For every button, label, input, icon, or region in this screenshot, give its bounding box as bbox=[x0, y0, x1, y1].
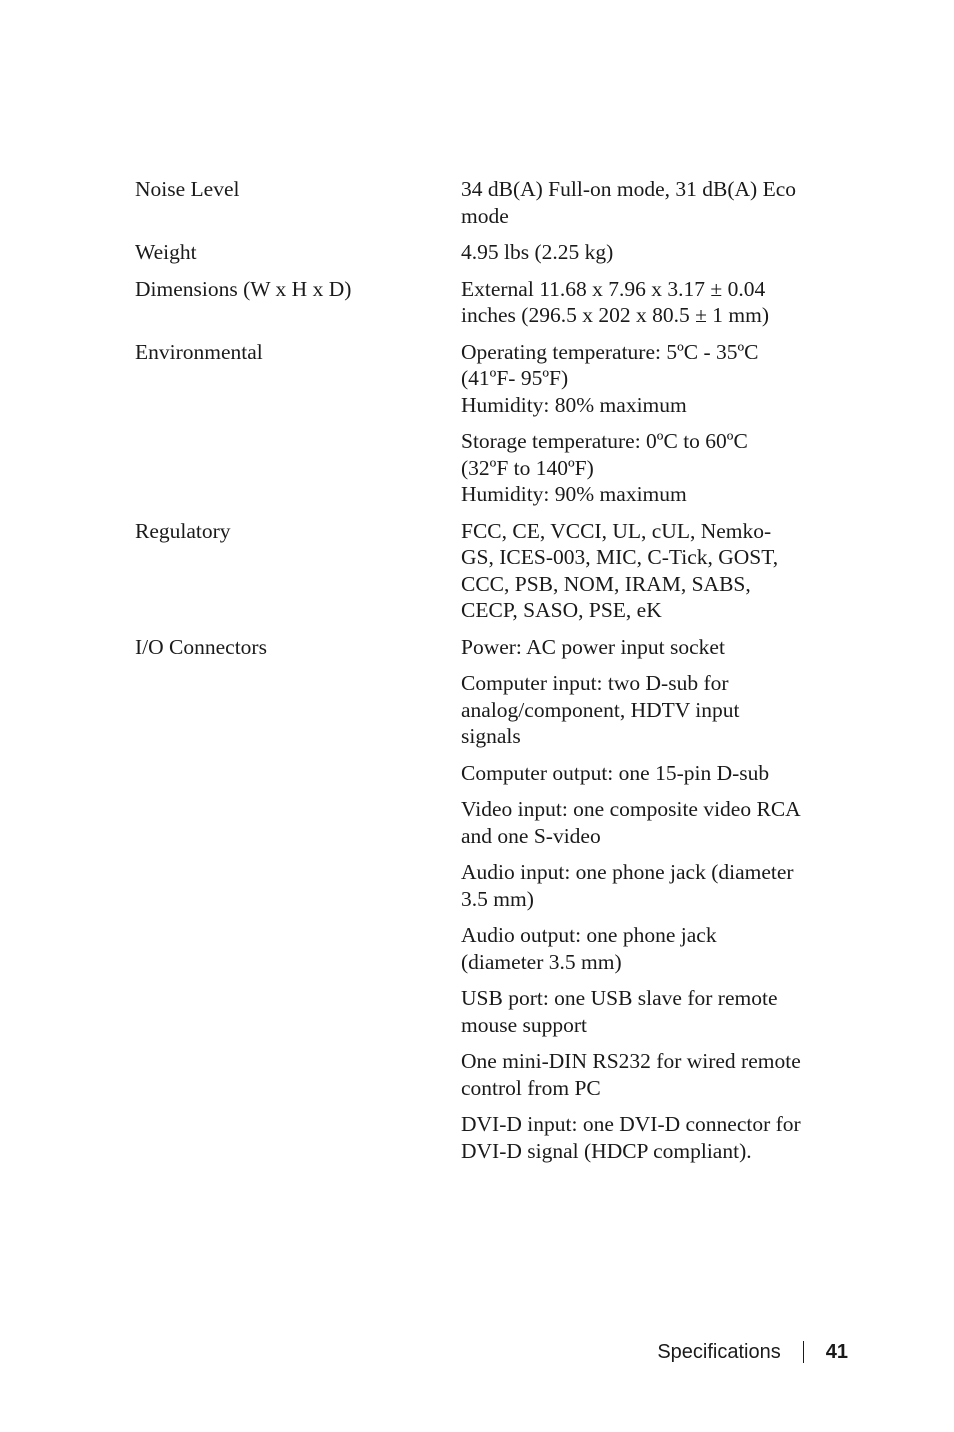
spec-values bbox=[461, 634, 825, 1165]
spec-value-line: CECP, SASO, PSE, eK bbox=[461, 598, 662, 622]
spec-value bbox=[461, 176, 825, 229]
spec-row bbox=[135, 634, 825, 1165]
spec-values bbox=[461, 518, 825, 624]
spec-row bbox=[135, 518, 825, 624]
spec-value-line: Computer input: two D-sub for bbox=[461, 671, 729, 695]
spec-value bbox=[461, 339, 825, 419]
spec-row bbox=[135, 339, 825, 508]
spec-value-line: Humidity: 80% maximum bbox=[461, 392, 687, 417]
spec-value bbox=[461, 922, 825, 975]
spec-value-line: USB port: one USB slave for remote bbox=[461, 986, 778, 1010]
spec-value-line: (diameter 3.5 mm) bbox=[461, 949, 622, 974]
spec-value bbox=[461, 670, 825, 750]
spec-row bbox=[135, 276, 825, 329]
spec-value bbox=[461, 276, 825, 329]
spec-value-line: 34 dB(A) Full-on mode, 31 dB(A) Eco bbox=[461, 177, 797, 201]
page-footer bbox=[657, 1338, 848, 1366]
spec-values bbox=[461, 176, 825, 229]
spec-value-line: CCC, PSB, NOM, IRAM, SABS, bbox=[461, 571, 751, 596]
spec-values bbox=[461, 239, 825, 266]
spec-value-line: inches (296.5 x 202 x 80.5 ± 1 mm) bbox=[461, 303, 769, 327]
spec-values bbox=[461, 276, 825, 329]
spec-label: Noise Level bbox=[135, 177, 240, 201]
spec-value-line: DVI-D signal (HDCP compliant). bbox=[461, 1138, 752, 1163]
spec-label: I/O Connectors bbox=[135, 634, 267, 659]
spec-value bbox=[461, 796, 825, 849]
page-number: 41 bbox=[825, 1341, 848, 1363]
spec-value-line: control from PC bbox=[461, 1075, 601, 1100]
spec-value-line: Audio input: one phone jack (diameter bbox=[461, 860, 794, 884]
spec-value-line: 3.5 mm) bbox=[461, 886, 534, 911]
spec-value bbox=[461, 1048, 825, 1101]
spec-value-line: signals bbox=[461, 724, 521, 748]
spec-value bbox=[461, 634, 825, 661]
spec-value-line: analog/component, HDTV input bbox=[461, 697, 740, 722]
spec-value-line: GS, ICES-003, MIC, C-Tick, GOST, bbox=[461, 545, 779, 569]
spec-value-line: Computer output: one 15-pin D-sub bbox=[461, 760, 770, 785]
spec-value-line: Humidity: 90% maximum bbox=[461, 482, 687, 506]
spec-value-line: External 11.68 x 7.96 x 3.17 ± 0.04 bbox=[461, 276, 766, 301]
spec-value-line: Operating temperature: 5ºC - 35ºC bbox=[461, 339, 759, 364]
spec-value-line: 4.95 lbs (2.25 kg) bbox=[461, 240, 614, 264]
spec-row bbox=[135, 176, 825, 229]
spec-value-line: Video input: one composite video RCA bbox=[461, 797, 801, 821]
spec-table bbox=[135, 176, 825, 1174]
spec-value bbox=[461, 428, 825, 508]
spec-values bbox=[461, 339, 825, 508]
spec-value-line: FCC, CE, VCCI, UL, cUL, Nemko- bbox=[461, 518, 772, 543]
spec-value-line: (41ºF- 95ºF) bbox=[461, 366, 569, 390]
spec-value bbox=[461, 985, 825, 1038]
spec-value-line: Storage temperature: 0ºC to 60ºC bbox=[461, 429, 748, 453]
spec-label: Regulatory bbox=[135, 518, 231, 543]
spec-value-line: Audio output: one phone jack bbox=[461, 923, 717, 947]
spec-label: Weight bbox=[135, 240, 197, 264]
spec-value-line: mouse support bbox=[461, 1012, 588, 1037]
spec-value bbox=[461, 1111, 825, 1164]
spec-label: Environmental bbox=[135, 339, 263, 364]
footer-section-title: Specifications bbox=[657, 1341, 781, 1363]
spec-value bbox=[461, 239, 825, 266]
footer-divider bbox=[803, 1341, 804, 1363]
spec-value bbox=[461, 518, 825, 624]
spec-row bbox=[135, 239, 825, 266]
spec-value-line: (32ºF to 140ºF) bbox=[461, 455, 594, 480]
spec-value bbox=[461, 859, 825, 912]
spec-value bbox=[461, 760, 825, 787]
spec-value-line: Power: AC power input socket bbox=[461, 634, 725, 659]
spec-label: Dimensions (W x H x D) bbox=[135, 276, 352, 301]
spec-value-line: DVI-D input: one DVI-D connector for bbox=[461, 1112, 801, 1136]
spec-value-line: One mini-DIN RS232 for wired remote bbox=[461, 1049, 801, 1073]
spec-value-line: mode bbox=[461, 203, 509, 228]
spec-value-line: and one S-video bbox=[461, 823, 601, 848]
